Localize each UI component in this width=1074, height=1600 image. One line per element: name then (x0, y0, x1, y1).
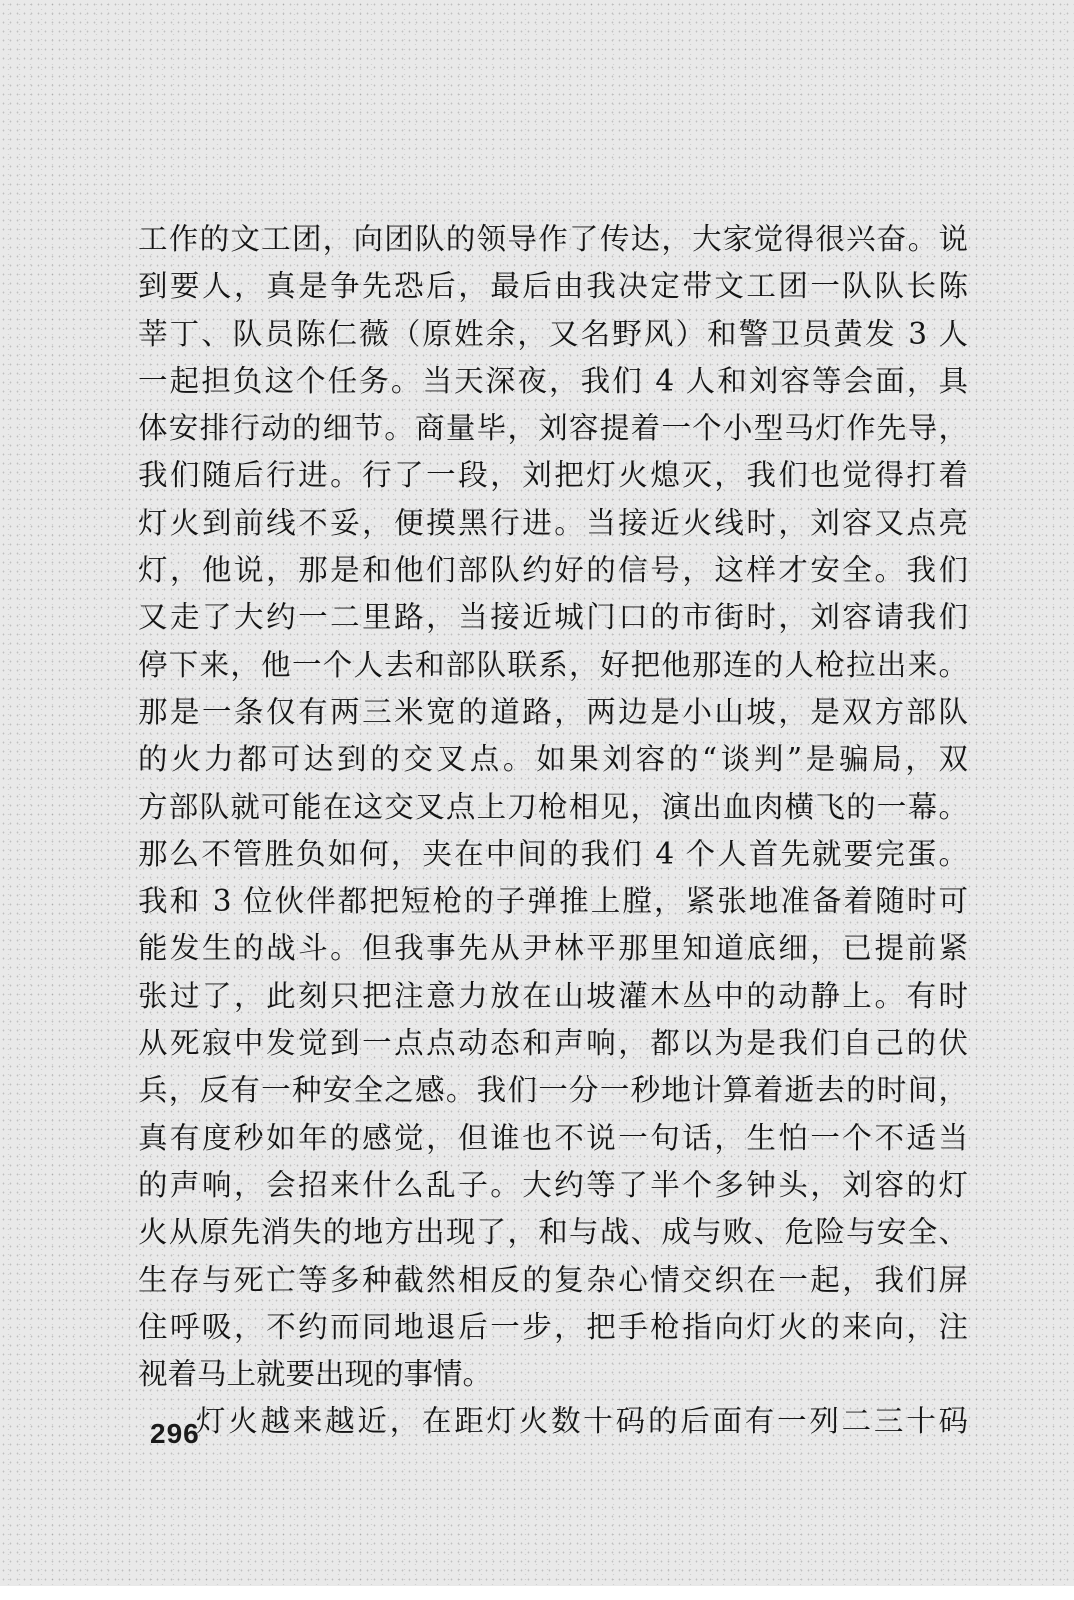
text-line: 从死寂中发觉到一点点动态和声响，都以为是我们自己的伏 (138, 1026, 968, 1061)
text-line: 住呼吸，不约而同地退后一步，把手枪指向灯火的来向，注 (138, 1309, 968, 1344)
text-line: 那是一条仅有两三米宽的道路，两边是小山坡，是双方部队 (138, 694, 968, 729)
text-line: 灯，他说，那是和他们部队约好的信号，这样才安全。我们 (138, 553, 968, 588)
text-line-paragraph-end: 视着马上就要出现的事情。 (138, 1357, 493, 1392)
body-text (138, 216, 968, 1446)
text-line: 停下来，他一个人去和部队联系，好把他那连的人枪拉出来。 (138, 647, 968, 682)
page-number: 296 (150, 1418, 200, 1449)
text-line: 方部队就可能在这交叉点上刀枪相见，演出血肉横飞的一幕。 (138, 789, 968, 824)
text-line: 的火力都可达到的交叉点。如果刘容的“谈判”是骗局，双 (138, 742, 968, 777)
text-line: 兵，反有一种安全之感。我们一分一秒地计算着逝去的时间， (138, 1073, 968, 1108)
text-line: 张过了，此刻只把注意力放在山坡灌木丛中的动静上。有时 (138, 978, 968, 1013)
text-line: 工作的文工团，向团队的领导作了传达，大家觉得很兴奋。说 (138, 222, 968, 256)
text-line: 火从原先消失的地方出现了，和与战、成与败、危险与安全、 (138, 1215, 968, 1250)
text-line: 体安排行动的细节。商量毕，刘容提着一个小型马灯作先导， (138, 411, 968, 446)
text-line: 灯火到前线不妥，便摸黑行进。当接近火线时，刘容又点亮 (138, 505, 968, 540)
text-line: 能发生的战斗。但我事先从尹林平那里知道底细，已提前紧 (138, 931, 968, 966)
text-line: 那么不管胜负如何，夹在中间的我们 4 个人首先就要完蛋。 (138, 836, 968, 871)
text-line: 真有度秒如年的感觉，但谁也不说一句话，生怕一个不适当 (138, 1120, 968, 1155)
text-line: 我们随后行进。行了一段，刘把灯火熄灭，我们也觉得打着 (138, 458, 968, 493)
text-line: 我和 3 位伙伴都把短枪的子弹推上膛，紧张地准备着随时可 (138, 884, 968, 919)
text-line: 又走了大约一二里路，当接近城门口的市街时，刘容请我们 (138, 600, 968, 635)
text-line: 生存与死亡等多种截然相反的复杂心情交织在一起，我们屏 (138, 1262, 968, 1297)
scan-border (0, 1586, 1074, 1600)
text-line: 莘丁、队员陈仁薇（原姓余，又名野风）和警卫员黄发 3 人 (138, 316, 968, 351)
text-line-paragraph-start: 灯火越来越近，在距灯火数十码的后面有一列二三十码 (196, 1404, 968, 1439)
text-line: 到要人，真是争先恐后，最后由我决定带文工团一队队长陈 (138, 269, 968, 304)
text-line: 的声响，会招来什么乱子。大约等了半个多钟头，刘容的灯 (138, 1167, 968, 1202)
text-line: 一起担负这个任务。当天深夜，我们 4 人和刘容等会面，具 (138, 363, 968, 398)
